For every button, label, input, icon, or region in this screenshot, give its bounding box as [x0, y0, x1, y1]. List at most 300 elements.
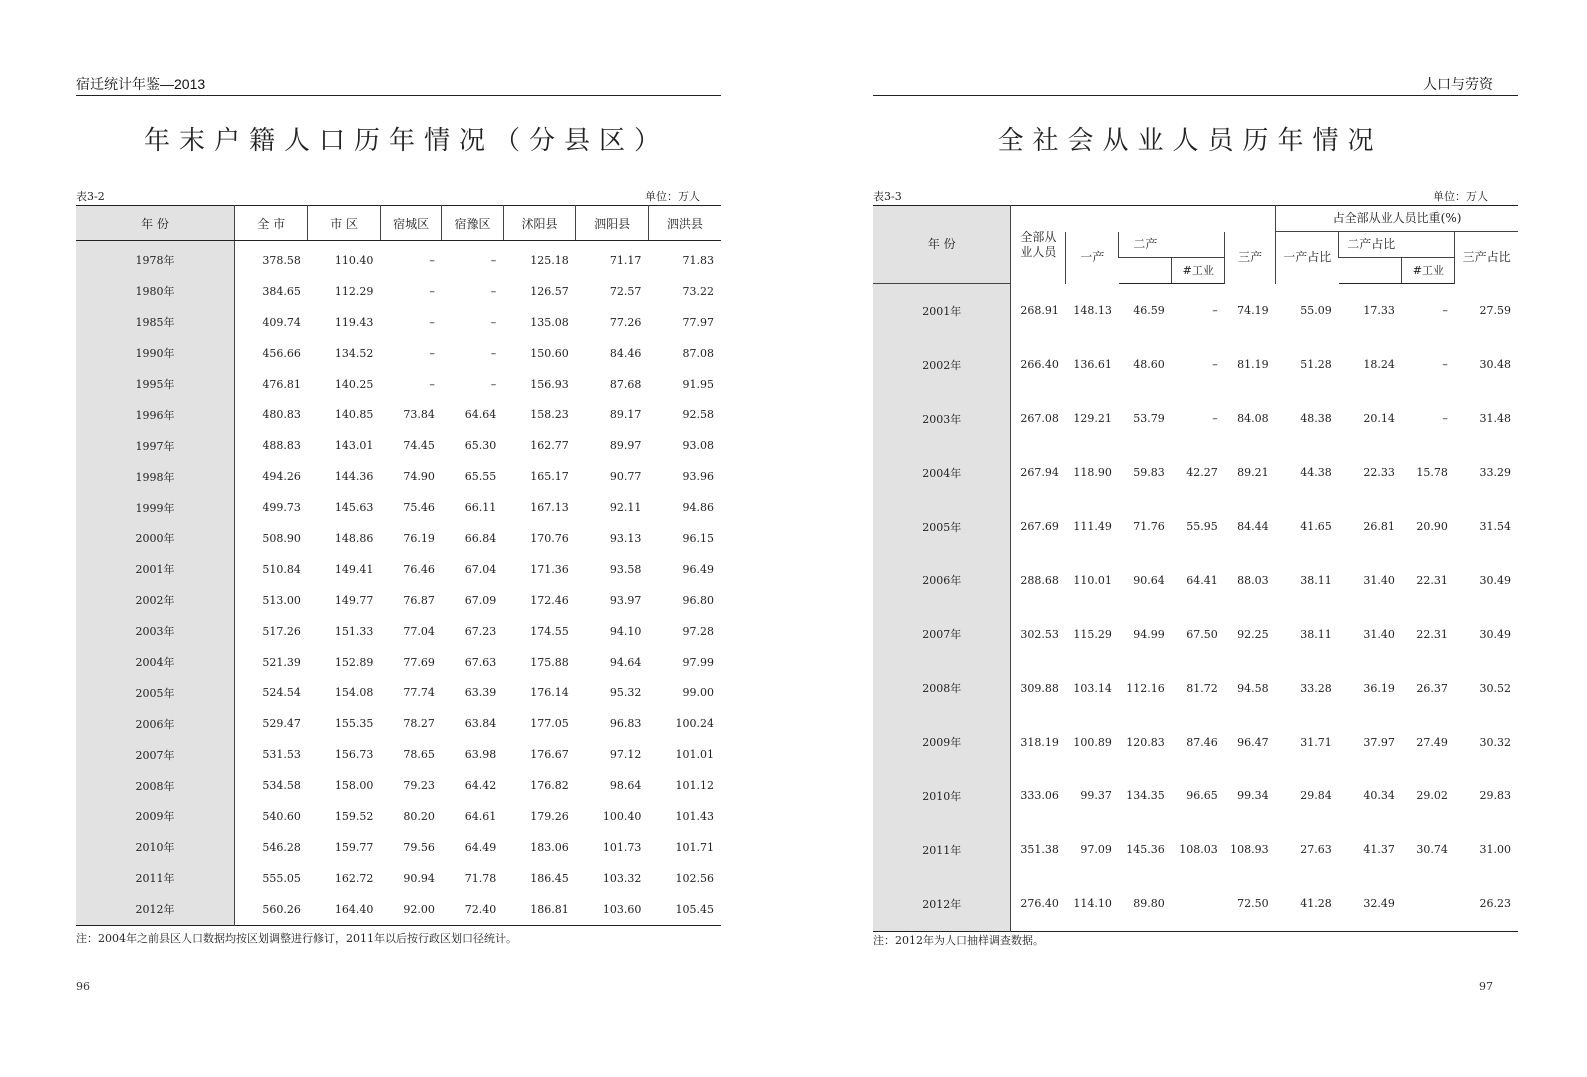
- table-cell: 87.68: [609, 377, 642, 391]
- table-cell: 149.77: [334, 593, 374, 607]
- table-cell: 115.29: [1073, 627, 1112, 641]
- table-cell: 76.19: [403, 531, 435, 545]
- table-cell: 266.40: [1020, 358, 1059, 372]
- row-year-cell: 2004年: [873, 446, 1011, 500]
- table-cell: 64.49: [464, 840, 497, 854]
- table-cell: 110.40: [334, 253, 374, 267]
- row-year-cell: 2003年: [76, 616, 235, 647]
- table-row: [76, 399, 721, 430]
- table-cell: 99.34: [1237, 789, 1269, 803]
- row-year-cell: 1980年: [76, 276, 235, 307]
- table-cell: 92.58: [682, 408, 714, 422]
- table-cell: 103.14: [1073, 681, 1112, 695]
- row-year-cell: 2000年: [76, 523, 235, 554]
- table-cell: 89.80: [1133, 897, 1165, 911]
- table-cell: 156.93: [530, 377, 569, 391]
- col-header-primary-share: 一产占比: [1276, 232, 1339, 284]
- table-cell: 65.30: [464, 439, 497, 453]
- page-title-right: 全社会从业人员历年情况: [997, 126, 1383, 156]
- table-cell: 174.55: [530, 624, 569, 638]
- col-header-tertiary: 三产: [1225, 232, 1276, 284]
- table-cell: 32.49: [1363, 897, 1395, 911]
- table-cell: 90.77: [609, 470, 642, 484]
- row-year-cell: 1990年: [76, 338, 235, 369]
- table-cell: 546.28: [262, 840, 301, 854]
- table-cell: 67.04: [464, 562, 497, 576]
- table-cell: 99.37: [1080, 789, 1112, 803]
- col-header-year: 年 份: [76, 206, 235, 241]
- table-cell: 92.25: [1237, 627, 1269, 641]
- table-cell: –: [490, 315, 497, 329]
- table-cell: 74.90: [403, 470, 435, 484]
- table-cell: 129.21: [1073, 412, 1112, 426]
- table-cell: 80.20: [403, 809, 435, 823]
- table-cell: 156.73: [334, 748, 374, 762]
- table-cell: 267.69: [1020, 520, 1059, 533]
- row-year-cell: 2008年: [76, 770, 235, 801]
- unit-label-right: 单位：万人: [1433, 190, 1488, 203]
- table-cell: –: [490, 346, 497, 360]
- table-cell: 97.09: [1080, 843, 1112, 857]
- table-cell: 90.94: [403, 871, 435, 885]
- row-year-cell: 2010年: [873, 769, 1011, 823]
- table-cell: 409.74: [262, 315, 301, 329]
- table-cell: 30.32: [1479, 735, 1511, 749]
- table-note-right: 注：2012年为人口抽样调查数据。: [873, 934, 1044, 947]
- table-cell: 176.67: [530, 748, 569, 762]
- row-year-cell: 2011年: [873, 823, 1011, 877]
- table-cell: 89.17: [609, 408, 642, 422]
- table-cell: 155.35: [334, 717, 374, 731]
- table-cell: 384.65: [262, 284, 301, 298]
- table-cell: 494.26: [262, 470, 301, 484]
- table-row: [76, 276, 721, 307]
- table-row: [76, 647, 721, 678]
- table-cell: 540.60: [262, 809, 301, 823]
- table-cell: 101.12: [675, 779, 714, 793]
- table-cell: 77.74: [403, 686, 435, 700]
- table-cell: 95.32: [609, 686, 642, 700]
- col-header-siyang: 泗阳县: [576, 206, 649, 241]
- table-cell: 84.46: [609, 346, 642, 360]
- table-cell: 27.59: [1479, 304, 1511, 318]
- table-cell: 183.06: [530, 840, 569, 854]
- table-cell: 46.59: [1133, 304, 1165, 318]
- table-cell: 118.90: [1073, 466, 1112, 480]
- table-cell: 66.84: [464, 531, 497, 545]
- table-row: [76, 739, 721, 770]
- table-cell: 165.17: [530, 470, 569, 484]
- table-cell: 162.77: [530, 439, 569, 453]
- table-cell: 73.84: [403, 408, 435, 422]
- table-cell: 521.39: [262, 655, 301, 669]
- col-header-tertiary-share: 三产占比: [1455, 232, 1518, 284]
- table-cell: 74.45: [403, 439, 435, 453]
- table-cell: 51.28: [1300, 358, 1332, 372]
- row-year-cell: 1978年: [76, 241, 235, 276]
- table-cell: 186.81: [530, 902, 569, 916]
- table-row: [873, 392, 1518, 446]
- table-code-left: 表3-2: [76, 190, 105, 203]
- table-cell: 20.14: [1363, 412, 1395, 426]
- table-cell: 333.06: [1020, 789, 1059, 803]
- col-header-urban: 市 区: [308, 206, 381, 241]
- table-cell: 145.36: [1126, 843, 1165, 857]
- table-header-row-1: [873, 206, 1518, 232]
- table-cell: 64.42: [464, 779, 497, 793]
- table-cell: –: [1442, 304, 1448, 318]
- table-row: [873, 823, 1518, 877]
- table-cell: 94.86: [682, 501, 714, 515]
- table-cell: 74.19: [1237, 304, 1269, 318]
- table-cell: 134.52: [334, 346, 374, 360]
- table-cell: 72.57: [609, 284, 642, 298]
- table-row: [873, 338, 1518, 392]
- table-cell: 93.08: [682, 439, 714, 453]
- row-year-cell: 2012年: [873, 877, 1011, 931]
- table-cell: 67.50: [1186, 627, 1218, 641]
- table-cell: –: [429, 315, 435, 329]
- table-cell: 276.40: [1020, 897, 1059, 911]
- table-cell: 351.38: [1020, 843, 1059, 857]
- left-page: [0, 0, 793, 1077]
- table-row: [76, 585, 721, 616]
- table-cell: 38.11: [1300, 627, 1332, 641]
- table-cell: 114.10: [1073, 897, 1112, 911]
- table-row: [873, 769, 1518, 823]
- table-cell: 31.00: [1479, 843, 1511, 857]
- table-cell: 93.13: [609, 531, 642, 545]
- row-year-cell: 1998年: [76, 461, 235, 492]
- table-cell: [1402, 877, 1455, 931]
- table-cell: 162.72: [334, 871, 374, 885]
- table-cell: 94.10: [609, 624, 642, 638]
- table-cell: 108.93: [1230, 843, 1269, 857]
- table-row: [76, 307, 721, 338]
- unit-label-left: 单位：万人: [645, 190, 700, 203]
- row-year-cell: 2006年: [76, 708, 235, 739]
- table-cell: 120.83: [1126, 735, 1165, 749]
- table-row: [873, 661, 1518, 715]
- col-header-secondary-share: 二产占比: [1339, 232, 1455, 258]
- table-cell: 29.84: [1300, 789, 1332, 803]
- table-cell: 97.28: [682, 624, 714, 638]
- table-cell: 81.72: [1186, 681, 1218, 695]
- table-cell: 15.78: [1416, 466, 1448, 480]
- table-cell: 93.58: [609, 562, 642, 576]
- table-cell: 97.12: [609, 748, 642, 762]
- table-cell: 79.56: [403, 840, 435, 854]
- table-cell: 98.64: [609, 779, 642, 793]
- table-cell: 96.80: [682, 593, 714, 607]
- table-cell: 100.89: [1073, 735, 1112, 749]
- table-cell: 92.00: [403, 902, 435, 916]
- table-cell: 100.24: [675, 717, 714, 731]
- table-note-left: 注：2004年之前县区人口数据均按区划调整进行修订，2011年以后按行政区划口径统计。: [76, 932, 517, 945]
- table-row: [873, 715, 1518, 769]
- table-cell: 99.00: [682, 686, 714, 700]
- table-cell: 101.71: [675, 840, 714, 854]
- col-header-secondary: 二产: [1119, 232, 1225, 258]
- table-cell: 96.65: [1186, 789, 1218, 803]
- table-cell: 22.33: [1363, 466, 1395, 480]
- col-header-sihong: 泗洪县: [648, 206, 721, 241]
- table-cell: 44.38: [1300, 466, 1332, 480]
- table-cell: 20.90: [1416, 520, 1448, 533]
- row-year-cell: 2001年: [76, 554, 235, 585]
- table-cell: 94.64: [609, 655, 642, 669]
- table-cell: 81.19: [1237, 358, 1269, 372]
- page-number-left: 96: [76, 980, 90, 993]
- table-cell: 309.88: [1020, 681, 1059, 695]
- table-cell: 55.95: [1186, 520, 1218, 533]
- table-cell: 64.61: [464, 809, 497, 823]
- table-cell: 499.73: [262, 501, 301, 515]
- header-blank-cell: [1066, 206, 1276, 232]
- running-head-right: 人口与劳资: [1423, 76, 1493, 92]
- table-cell: 77.04: [403, 624, 435, 638]
- table-cell: 65.55: [464, 470, 497, 484]
- table-cell: 18.24: [1363, 358, 1395, 372]
- table-cell: 77.26: [609, 315, 642, 329]
- table-cell: 144.36: [334, 470, 374, 484]
- table-cell: 26.81: [1363, 520, 1395, 533]
- table-cell: 148.86: [334, 531, 374, 545]
- table-cell: 529.47: [262, 717, 301, 731]
- header-blank-sec-share: [1339, 258, 1402, 284]
- col-header-primary: 一产: [1066, 232, 1119, 284]
- table-code-right: 表3-3: [873, 190, 902, 203]
- col-header-industry-share: #工业: [1402, 258, 1455, 284]
- table-cell: 63.39: [464, 686, 497, 700]
- table-row: [76, 554, 721, 585]
- table-row: [873, 284, 1518, 338]
- table-cell: 143.01: [334, 439, 374, 453]
- table-cell: 72.50: [1237, 897, 1269, 911]
- table-cell: 31.40: [1363, 573, 1395, 587]
- page-number-right: 97: [1479, 980, 1493, 993]
- table-row: [76, 369, 721, 400]
- population-table: [76, 205, 721, 926]
- table-cell: 38.11: [1300, 573, 1332, 587]
- table-cell: –: [490, 284, 497, 298]
- right-page: [793, 0, 1587, 1077]
- table-cell: 105.45: [675, 902, 714, 916]
- table-cell: 488.83: [262, 439, 301, 453]
- table-cell: 26.23: [1479, 897, 1511, 911]
- header-rule-right: [873, 95, 1518, 96]
- table-cell: 31.48: [1479, 412, 1511, 426]
- table-cell: 42.27: [1186, 466, 1218, 480]
- table-row: [76, 832, 721, 863]
- row-year-cell: 1996年: [76, 399, 235, 430]
- table-cell: 167.13: [530, 501, 569, 515]
- table-cell: 59.83: [1133, 466, 1165, 480]
- row-year-cell: 2003年: [873, 392, 1011, 446]
- table-cell: 148.13: [1073, 304, 1112, 318]
- table-cell: 476.81: [262, 377, 301, 391]
- col-header-sucheng: 宿城区: [380, 206, 441, 241]
- table-cell: 96.49: [682, 562, 714, 576]
- table-cell: –: [1212, 358, 1218, 372]
- table-cell: 91.95: [682, 377, 714, 391]
- table-cell: 171.36: [530, 562, 569, 576]
- table-cell: 101.01: [675, 748, 714, 762]
- table-cell: 76.46: [403, 562, 435, 576]
- row-year-cell: 1999年: [76, 492, 235, 523]
- table-cell: 72.40: [464, 902, 497, 916]
- table-cell: 67.09: [464, 593, 497, 607]
- page-title-left: 年末户籍人口历年情况（分县区）: [143, 126, 669, 156]
- table-cell: 480.83: [262, 408, 301, 422]
- table-cell: 41.28: [1300, 897, 1332, 911]
- table-cell: 37.97: [1363, 735, 1395, 749]
- table-cell: –: [490, 253, 497, 267]
- table-row: [76, 677, 721, 708]
- table-cell: 176.14: [530, 686, 569, 700]
- table-cell: 170.76: [530, 531, 569, 545]
- table-cell: 96.15: [682, 531, 714, 545]
- row-year-cell: 2005年: [76, 677, 235, 708]
- table-cell: [1172, 877, 1225, 931]
- table-row: [76, 770, 721, 801]
- table-row: [76, 894, 721, 925]
- table-cell: 66.11: [464, 501, 497, 515]
- row-year-cell: 2011年: [76, 863, 235, 894]
- table-cell: 125.18: [530, 253, 569, 267]
- table-cell: 84.44: [1237, 520, 1269, 533]
- table-cell: –: [1212, 304, 1218, 318]
- table-cell: 100.40: [602, 809, 642, 823]
- table-cell: 135.08: [530, 315, 569, 329]
- table-cell: 27.63: [1300, 843, 1332, 857]
- table-cell: 555.05: [262, 871, 301, 885]
- row-year-cell: 1997年: [76, 430, 235, 461]
- table-row: [76, 616, 721, 647]
- table-cell: 63.98: [464, 748, 497, 762]
- row-year-cell: 1985年: [76, 307, 235, 338]
- table-cell: 179.26: [530, 809, 569, 823]
- table-cell: 93.97: [609, 593, 642, 607]
- table-cell: 103.60: [602, 902, 642, 916]
- table-cell: 40.34: [1363, 789, 1395, 803]
- table-row: [76, 338, 721, 369]
- employment-table: [873, 205, 1518, 932]
- table-cell: 29.02: [1416, 789, 1448, 803]
- table-cell: 96.47: [1237, 735, 1269, 749]
- table-cell: 30.74: [1416, 843, 1448, 857]
- row-year-cell: 2002年: [873, 338, 1011, 392]
- table-cell: 517.26: [262, 624, 301, 638]
- table-cell: 67.63: [464, 655, 497, 669]
- table-row: [873, 446, 1518, 500]
- table-row: [873, 607, 1518, 661]
- row-year-cell: 2008年: [873, 661, 1011, 715]
- table-cell: 145.63: [334, 501, 374, 515]
- col-header-city: 全 市: [235, 206, 308, 241]
- table-cell: 288.68: [1020, 573, 1059, 587]
- table-cell: 64.64: [464, 408, 497, 422]
- table-cell: 152.89: [334, 655, 374, 669]
- table-cell: 92.11: [609, 501, 642, 515]
- table-cell: 176.82: [530, 779, 569, 793]
- table-cell: 22.31: [1416, 573, 1448, 587]
- table-row: [76, 523, 721, 554]
- table-cell: –: [1442, 358, 1448, 372]
- table-cell: 302.53: [1020, 627, 1059, 641]
- table-cell: 17.33: [1363, 304, 1395, 318]
- table-cell: 29.83: [1479, 789, 1511, 803]
- table-cell: 31.71: [1300, 735, 1332, 749]
- table-cell: 513.00: [262, 593, 301, 607]
- table-cell: 94.99: [1133, 627, 1165, 641]
- table-cell: 33.28: [1300, 681, 1332, 695]
- table-cell: 531.53: [262, 748, 301, 762]
- header-rule-left: [76, 95, 721, 96]
- table-cell: 89.97: [609, 439, 642, 453]
- table-cell: 508.90: [262, 531, 301, 545]
- row-year-cell: 2007年: [76, 739, 235, 770]
- table-cell: 164.40: [334, 902, 374, 916]
- table-cell: 108.03: [1179, 843, 1218, 857]
- table-cell: 30.49: [1479, 627, 1511, 641]
- table-cell: –: [1212, 412, 1218, 426]
- table-cell: 140.85: [334, 408, 374, 422]
- table-cell: 159.77: [334, 840, 374, 854]
- table-cell: 63.84: [464, 717, 497, 731]
- table-cell: 90.64: [1133, 573, 1165, 587]
- table-cell: 534.58: [262, 779, 301, 793]
- table-cell: 150.60: [530, 346, 569, 360]
- employment-table-body: [873, 284, 1518, 932]
- table-cell: 158.23: [530, 408, 569, 422]
- table-cell: 84.08: [1237, 412, 1269, 426]
- row-year-cell: 2009年: [873, 715, 1011, 769]
- header-blank-sec: [1119, 258, 1172, 284]
- row-year-cell: 2009年: [76, 801, 235, 832]
- table-cell: 560.26: [262, 902, 301, 916]
- table-cell: 267.08: [1020, 412, 1059, 426]
- table-cell: 524.54: [262, 686, 301, 700]
- table-cell: 31.40: [1363, 627, 1395, 641]
- table-row: [873, 553, 1518, 607]
- table-cell: 76.87: [403, 593, 435, 607]
- table-cell: 87.46: [1186, 735, 1218, 749]
- table-cell: 77.69: [403, 655, 435, 669]
- table-cell: 110.01: [1073, 573, 1112, 587]
- table-row: [873, 500, 1518, 554]
- table-row: [873, 877, 1518, 931]
- row-year-cell: 2007年: [873, 607, 1011, 661]
- row-year-cell: 2002年: [76, 585, 235, 616]
- table-cell: 33.29: [1479, 466, 1511, 480]
- table-cell: –: [1442, 412, 1448, 426]
- table-row: [76, 492, 721, 523]
- table-cell: –: [429, 346, 435, 360]
- row-year-cell: 2005年: [873, 500, 1011, 554]
- table-cell: 101.73: [602, 840, 642, 854]
- table-cell: 78.65: [403, 748, 435, 762]
- table-cell: –: [429, 377, 435, 391]
- table-cell: 64.41: [1186, 573, 1218, 587]
- table-cell: 378.58: [262, 253, 301, 267]
- table-cell: 175.88: [530, 655, 569, 669]
- table-cell: 31.54: [1479, 520, 1511, 533]
- table-cell: 158.00: [334, 779, 374, 793]
- table-cell: 36.19: [1363, 681, 1395, 695]
- table-cell: 103.32: [602, 871, 642, 885]
- table-cell: 78.27: [403, 717, 435, 731]
